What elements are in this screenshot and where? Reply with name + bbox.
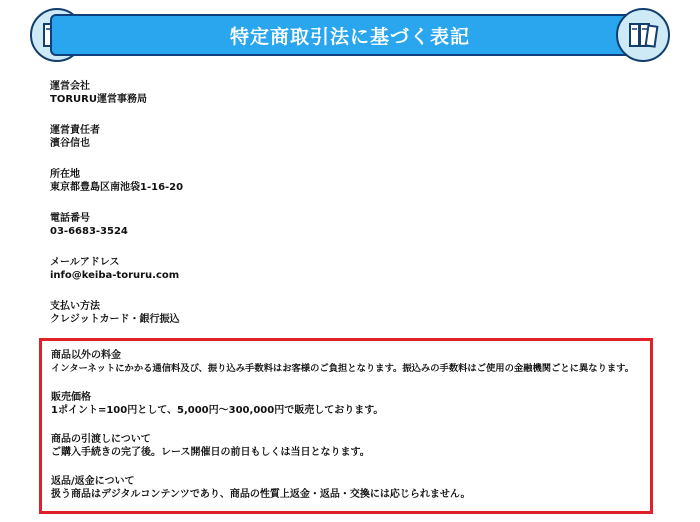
item-value: 扱う商品はデジタルコンテンツであり、商品の性質上返金・返品・交換には応じられません。 bbox=[51, 489, 471, 500]
highlighted-section bbox=[39, 338, 653, 514]
item-label: メールアドレス bbox=[50, 257, 120, 268]
item-label: 返品/返金について bbox=[51, 476, 135, 487]
item-value: インターネットにかかる通信料及び、振り込み手数料はお客様のご負担となります。振込みの手数料はご使用の金融機関ごとに異なります。 bbox=[51, 363, 635, 374]
list-item-payment bbox=[50, 300, 179, 327]
list-item-price bbox=[51, 391, 641, 418]
list-item-address bbox=[50, 168, 183, 195]
list-item-manager bbox=[50, 124, 100, 151]
item-value: ご購入手続きの完了後。レース開催日の前日もしくは当日となります。 bbox=[51, 447, 370, 458]
item-value: クレジットカード・銀行振込 bbox=[50, 314, 180, 325]
books-icon bbox=[626, 18, 660, 52]
item-label: 所在地 bbox=[50, 169, 80, 180]
list-item-refund bbox=[51, 475, 641, 502]
item-label: 販売価格 bbox=[51, 392, 91, 403]
item-label: 運営責任者 bbox=[50, 125, 100, 136]
item-value: 東京都豊島区南池袋1-16-20 bbox=[50, 182, 184, 193]
list-item-delivery bbox=[51, 433, 641, 460]
item-label: 商品の引渡しについて bbox=[51, 434, 151, 445]
list-item-operator bbox=[50, 80, 147, 107]
item-label: 運営会社 bbox=[50, 81, 90, 92]
list-item-extra-fees bbox=[51, 349, 641, 376]
page-title-banner bbox=[50, 14, 650, 56]
item-value: TORURU運営事務局 bbox=[50, 94, 147, 105]
list-item-phone bbox=[50, 212, 128, 239]
item-value: 03-6683-3524 bbox=[50, 226, 128, 237]
books-badge-right bbox=[616, 8, 670, 62]
item-label: 商品以外の料金 bbox=[51, 350, 121, 361]
item-label: 支払い方法 bbox=[50, 301, 100, 312]
page-title: 特定商取引法に基づく表記 bbox=[229, 25, 470, 48]
list-item-email bbox=[50, 256, 179, 283]
item-value[interactable]: info@keiba-toruru.com bbox=[50, 270, 180, 281]
item-label: 電話番号 bbox=[50, 213, 90, 224]
item-value: 1ポイント=100円として、5,000円〜300,000円で販売しております。 bbox=[51, 405, 384, 416]
item-value: 濱谷信也 bbox=[50, 138, 90, 149]
